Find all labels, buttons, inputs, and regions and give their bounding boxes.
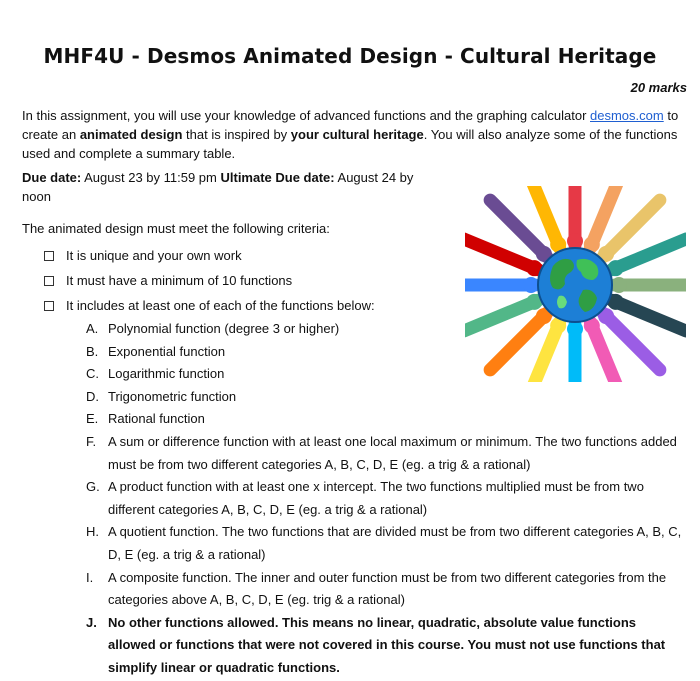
- function-item: [86, 431, 686, 476]
- function-text: No other functions allowed. This means no linear, quadratic, absolute value functions allowed or functions that were not covered in this course. You must not use functions that simplify linear or quadratic functions.: [108, 614, 666, 675]
- due-date-paragraph: [22, 168, 442, 206]
- function-letter: D.: [86, 388, 99, 404]
- function-letter: J.: [86, 614, 97, 630]
- due-date-label: Due date:: [22, 170, 82, 185]
- function-item: [86, 521, 686, 566]
- marks-label: 20 marks: [630, 80, 687, 95]
- function-text: Polynomial function (degree 3 or higher): [108, 321, 340, 336]
- function-letter: C.: [86, 366, 99, 382]
- intro-bold-1: animated design: [79, 127, 183, 142]
- page-title: MHF4U - Desmos Animated Design - Cultural Heritage: [43, 44, 657, 68]
- intro-bold-2: your cultural heritage: [290, 127, 424, 142]
- function-letter: G.: [86, 479, 100, 495]
- function-text: Logarithmic function: [108, 366, 225, 382]
- function-letter: E.: [86, 411, 99, 427]
- criteria-intro: The animated design must meet the following criteria:: [22, 221, 330, 236]
- function-text: Rational function: [108, 411, 205, 427]
- intro-text-3: that is inspired by: [182, 127, 291, 142]
- function-text: Trigonometric function: [108, 388, 237, 404]
- function-item: [86, 567, 686, 612]
- hand-shape: [523, 277, 539, 293]
- checklist-text: It must have a minimum of 10 functions: [66, 273, 293, 288]
- checkbox-icon: [44, 301, 54, 311]
- checklist-text: It includes at least one of each of the functions below:: [66, 298, 375, 313]
- checkbox-icon: [44, 251, 54, 261]
- intro-paragraph: [22, 106, 687, 163]
- due-date-value: August 23 by 11:59 pm: [81, 170, 221, 185]
- function-text: A sum or difference function with at least one local maximum or minimum. The two functions added must be from two different categories A, B, C, D, E (eg. a trig & a rational): [108, 433, 677, 472]
- function-item: [86, 386, 686, 409]
- hand-shape: [567, 233, 583, 249]
- hand-shape: [611, 277, 627, 293]
- function-text: A quotient function. The two functions that are divided must be from two different categories A, B, C, D, E (eg. a trig & a rational): [108, 524, 682, 562]
- function-letter: B.: [86, 343, 99, 359]
- checklist-item: [44, 273, 292, 288]
- function-item: [86, 612, 686, 680]
- intro-text-2: to create an: [22, 108, 679, 142]
- checkbox-icon: [44, 276, 54, 286]
- function-text: Exponential function: [108, 343, 226, 359]
- hand-shape: [567, 321, 583, 337]
- intro-text-1: In this assignment, you will use your knowledge of advanced functions and the graphing calculator: [22, 108, 591, 123]
- intro-text-4: . You will also analyze some of the functions used and complete a summary table.: [22, 127, 678, 161]
- function-text: A composite function. The inner and outer function must be from two different categories from the categories above A, B, C, D, E (eg. trig & a rational): [108, 569, 667, 608]
- hands-around-globe-image: [465, 186, 686, 382]
- globe-icon: [538, 248, 612, 322]
- ultimate-due-value: August 24 by noon: [22, 170, 414, 204]
- function-text: A product function with at least one x intercept. The two functions multiplied must be from two different categories A, B, C, D, E (eg. a trig & a rational): [108, 479, 644, 517]
- function-letter: F.: [86, 433, 97, 449]
- function-letter: I.: [86, 569, 94, 585]
- function-letter: A.: [86, 321, 99, 336]
- function-letter: H.: [86, 524, 99, 540]
- desmos-link[interactable]: desmos.com: [590, 108, 664, 123]
- ultimate-due-label: Ultimate Due date:: [220, 170, 335, 185]
- checklist-item: [44, 248, 242, 263]
- checklist-item: [44, 298, 375, 313]
- function-item: [86, 408, 686, 431]
- checklist-text: It is unique and your own work: [66, 248, 242, 263]
- function-item: [86, 476, 686, 521]
